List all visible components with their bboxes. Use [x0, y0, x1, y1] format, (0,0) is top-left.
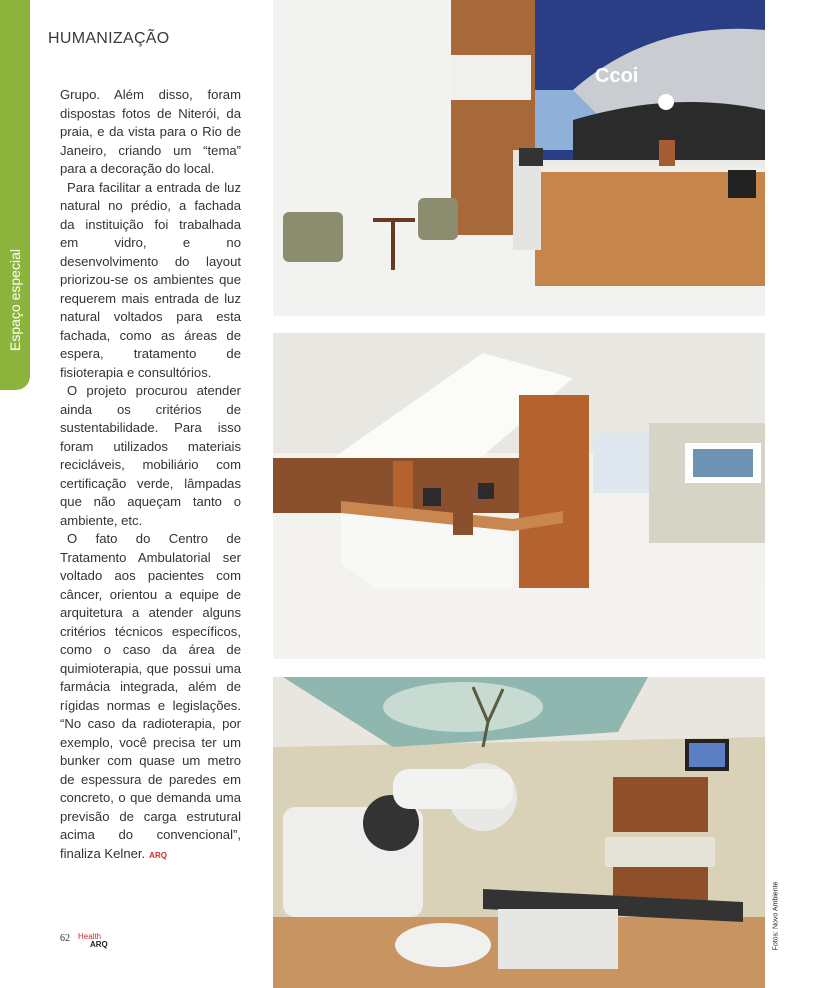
article-paragraph: O projeto procurou atender ainda os critérios de sustentabilidade. Para isso foram utilizados materiais recicláveis, mobiliário com certificação verde, lâmpadas que não aqueçam tanto o ambiente, etc. [60, 383, 241, 528]
magazine-logo [78, 933, 108, 949]
photo-radiotherapy-room [273, 677, 765, 988]
end-mark: ARQ [149, 850, 167, 860]
article-paragraph [60, 530, 241, 865]
photo-reception [273, 0, 765, 316]
logo-line-2: ARQ [90, 940, 108, 949]
section-side-tab [0, 0, 30, 390]
article-paragraph: Para facilitar a entrada de luz natural no prédio, a fachada da instituição foi trabalhada em vidro, e no desenvolvimento do layout priorizou-se os ambientes que requerem mais entrada de luz natural voltados para esta fachada, como as áreas de espera, tratamento de fisioterapia e consultórios. [60, 179, 241, 380]
article-body [60, 86, 241, 865]
photo-nurse-station [273, 333, 765, 659]
page-footer [60, 933, 108, 949]
page-number: 62 [60, 933, 70, 944]
section-side-label: Espaço especial [7, 249, 23, 351]
section-title: HUMANIZAÇÃO [48, 30, 170, 47]
article-paragraph-text: O fato do Centro de Tratamento Ambulatorial ser voltado aos pacientes com câncer, orientou a equipe de arquitetura a atender alguns critérios técnicos específicos, como o caso da área de quimioterapia, que possui uma farmácia integrada, além de rígidas normas e legislações. “No caso da radioterapia, por exemplo, você precisa ter um bunker com quase um metro de espessura de paredes em concreto, o que demanda uma previsão de carga estrutural acima do convencional”, finaliza Kelner. [60, 531, 241, 861]
article-paragraph: Grupo. Além disso, foram dispostas fotos de Niterói, da praia, e da vista para o Rio de Janeiro, criando um “tema” para a decoração do local. [60, 87, 241, 176]
logo-line-1: Health [78, 932, 102, 941]
reception-sign: Ccoi [595, 65, 639, 87]
photo-credit: Fotos: Novo Ambiente [772, 881, 780, 951]
